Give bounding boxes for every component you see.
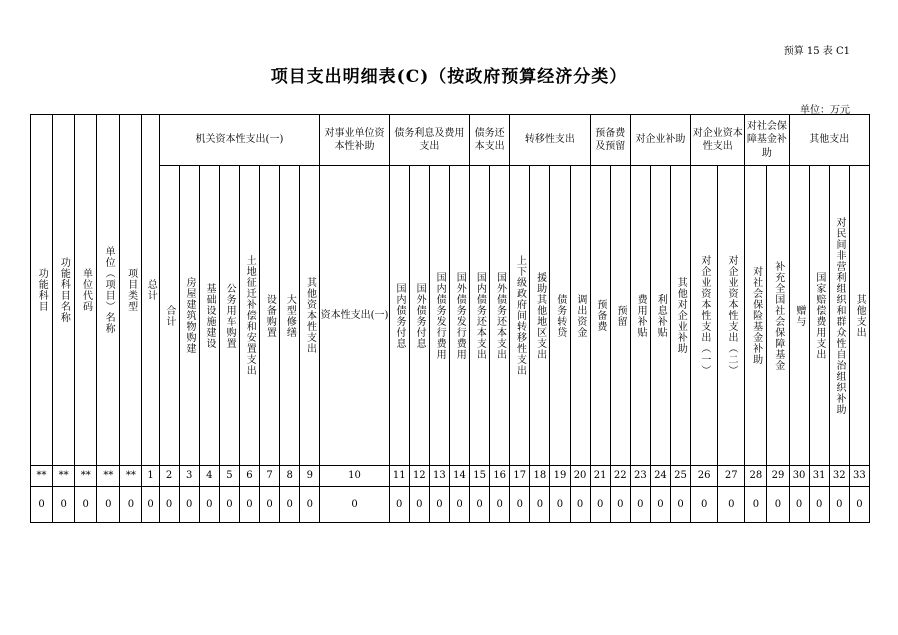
value-cell: 0: [767, 487, 789, 523]
value-cell: 0: [809, 487, 829, 523]
index-cell: 27: [718, 466, 745, 487]
value-cell: 0: [199, 487, 219, 523]
index-cell: 31: [809, 466, 829, 487]
value-cell: 0: [142, 487, 159, 523]
value-cell: 0: [159, 487, 179, 523]
column-header: 对企业资本性支出（一）: [691, 166, 718, 466]
column-header: 对企业资本性支出（二）: [718, 166, 745, 466]
index-cell: 2: [159, 466, 179, 487]
index-cell: 13: [429, 466, 449, 487]
index-cell: 4: [199, 466, 219, 487]
column-header: 单位（项目）名称: [97, 115, 120, 466]
table-code: 预算 15 表 C1: [783, 46, 850, 57]
column-header: 公务用车购置: [219, 166, 239, 466]
column-header: 其他对企业补助: [670, 166, 690, 466]
index-cell: 12: [409, 466, 429, 487]
column-header: 调出资金: [570, 166, 590, 466]
value-cell: 0: [300, 487, 320, 523]
group-header: 对社会保障基金补助: [745, 115, 789, 166]
group-header: 对企业补助: [630, 115, 690, 166]
index-cell: 26: [691, 466, 718, 487]
index-cell: 11: [389, 466, 409, 487]
value-cell: 0: [490, 487, 510, 523]
value-cell: 0: [449, 487, 469, 523]
index-cell: 17: [510, 466, 530, 487]
index-cell: 8: [280, 466, 300, 487]
index-cell: 33: [849, 466, 869, 487]
column-header: 其他支出: [849, 166, 869, 466]
column-header: 基础设施建设: [199, 166, 219, 466]
column-header: 预备费: [590, 166, 610, 466]
column-header: 国外债务发行费用: [449, 166, 469, 466]
column-header: 其他资本性支出: [300, 166, 320, 466]
index-cell: 20: [570, 466, 590, 487]
value-cell: 0: [179, 487, 199, 523]
value-cell: 0: [409, 487, 429, 523]
value-cell: 0: [389, 487, 409, 523]
index-cell: 9: [300, 466, 320, 487]
value-cell: 0: [829, 487, 849, 523]
column-header: 土地征迁补偿和安置支出: [239, 166, 259, 466]
column-header: 设备购置: [260, 166, 280, 466]
column-header: 国内债务付息: [389, 166, 409, 466]
value-cell: 0: [470, 487, 490, 523]
index-cell: 30: [789, 466, 809, 487]
column-header: 项目类型: [120, 115, 142, 466]
value-cell: 0: [590, 487, 610, 523]
column-header: 房屋建筑物购建: [179, 166, 199, 466]
value-cell: 0: [789, 487, 809, 523]
value-cell: 0: [530, 487, 550, 523]
value-cell: 0: [239, 487, 259, 523]
value-cell: 0: [31, 487, 53, 523]
column-header: 赠与: [789, 166, 809, 466]
column-header: 合计: [159, 166, 179, 466]
column-header: 国内债务还本支出: [470, 166, 490, 466]
value-cell: 0: [429, 487, 449, 523]
index-cell: 10: [320, 466, 389, 487]
index-cell: 14: [449, 466, 469, 487]
value-cell: 0: [630, 487, 650, 523]
value-cell: 0: [53, 487, 75, 523]
index-cell: **: [97, 466, 120, 487]
index-cell: 23: [630, 466, 650, 487]
index-cell: **: [120, 466, 142, 487]
value-cell: 0: [120, 487, 142, 523]
value-cell: 0: [670, 487, 690, 523]
value-cell: 0: [510, 487, 530, 523]
column-header: 费用补贴: [630, 166, 650, 466]
index-cell: 18: [530, 466, 550, 487]
value-cell: 0: [691, 487, 718, 523]
value-cell: 0: [610, 487, 630, 523]
value-cell: 0: [75, 487, 97, 523]
column-header: 总计: [142, 115, 159, 466]
value-cell: 0: [320, 487, 389, 523]
column-header: 上下级政府间转移性支出: [510, 166, 530, 466]
index-cell: **: [53, 466, 75, 487]
index-cell: 1: [142, 466, 159, 487]
value-cell: 0: [570, 487, 590, 523]
column-header: 资本性支出(一): [320, 166, 389, 466]
column-header: 国家赔偿费用支出: [809, 166, 829, 466]
column-header: 债务转贷: [550, 166, 570, 466]
unit-label: 单位：万元: [800, 105, 850, 116]
group-header: 债务利息及费用支出: [389, 115, 469, 166]
detail-table: [30, 114, 870, 523]
value-cell: 0: [650, 487, 670, 523]
group-header: 预备费及预留: [590, 115, 630, 166]
index-cell: **: [75, 466, 97, 487]
index-cell: 7: [260, 466, 280, 487]
column-header: 援助其他地区支出: [530, 166, 550, 466]
value-cell: 0: [745, 487, 767, 523]
index-cell: 3: [179, 466, 199, 487]
column-header: 补充全国社会保障基金: [767, 166, 789, 466]
group-header: 其他支出: [789, 115, 869, 166]
group-header: 对企业资本性支出: [691, 115, 745, 166]
column-header: 功能科目名称: [53, 115, 75, 466]
column-header: 功能科目: [31, 115, 53, 466]
value-cell: 0: [718, 487, 745, 523]
value-cell: 0: [550, 487, 570, 523]
column-header: 国内债务发行费用: [429, 166, 449, 466]
index-cell: 25: [670, 466, 690, 487]
index-cell: 32: [829, 466, 849, 487]
index-cell: 29: [767, 466, 789, 487]
index-cell: 28: [745, 466, 767, 487]
group-header: 对事业单位资本性补助: [320, 115, 389, 166]
index-cell: 24: [650, 466, 670, 487]
page-title: 项目支出明细表(C)（按政府预算经济分类）: [270, 67, 628, 87]
index-cell: 5: [219, 466, 239, 487]
index-cell: 6: [239, 466, 259, 487]
group-header: 转移性支出: [510, 115, 590, 166]
group-header: 机关资本性支出(一): [159, 115, 320, 166]
value-cell: 0: [97, 487, 120, 523]
column-header: 对社会保险基金补助: [745, 166, 767, 466]
value-cell: 0: [849, 487, 869, 523]
column-header: 利息补贴: [650, 166, 670, 466]
column-header: 对民间非营利组织和群众性自治组织补助: [829, 166, 849, 466]
index-cell: 16: [490, 466, 510, 487]
index-cell: **: [31, 466, 53, 487]
group-header: 债务还本支出: [470, 115, 510, 166]
index-cell: 21: [590, 466, 610, 487]
index-cell: 15: [470, 466, 490, 487]
column-header: 单位代码: [75, 115, 97, 466]
value-cell: 0: [280, 487, 300, 523]
value-cell: 0: [219, 487, 239, 523]
value-cell: 0: [260, 487, 280, 523]
table-row: [31, 487, 870, 523]
column-header: 国外债务付息: [409, 166, 429, 466]
index-cell: 22: [610, 466, 630, 487]
column-header: 大型修缮: [280, 166, 300, 466]
column-header: 预留: [610, 166, 630, 466]
index-cell: 19: [550, 466, 570, 487]
column-header: 国外债务还本支出: [490, 166, 510, 466]
